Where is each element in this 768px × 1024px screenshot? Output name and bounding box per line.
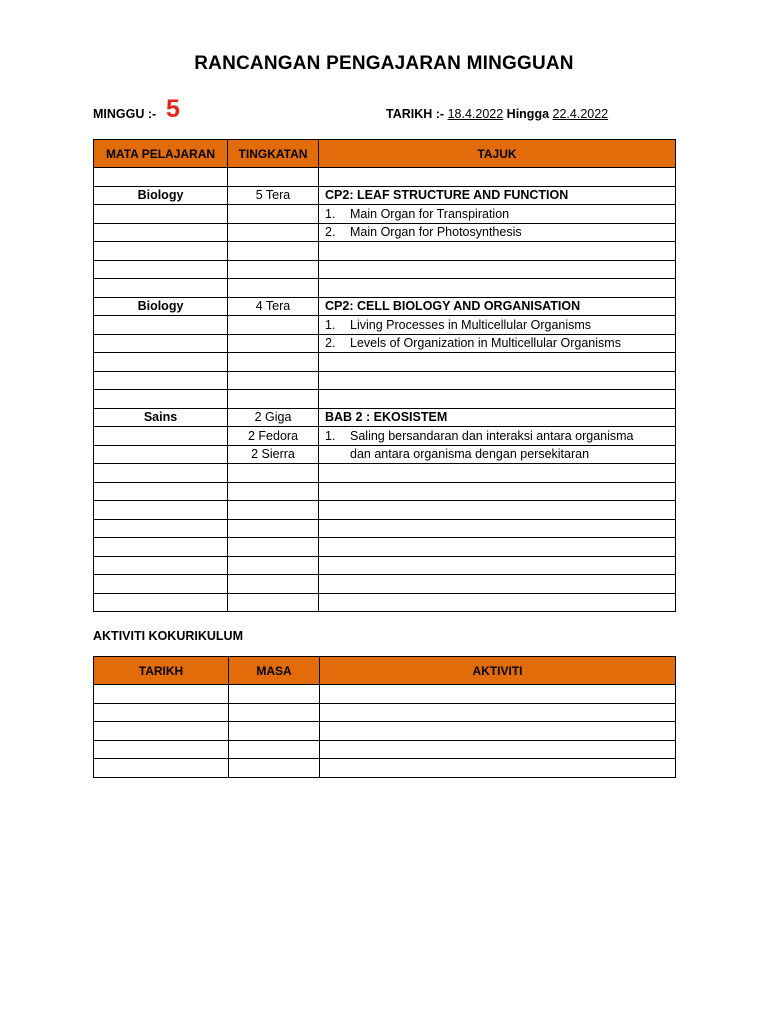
subject-cell — [94, 538, 228, 557]
date-connector: Hingga — [506, 107, 550, 121]
topic-cell — [319, 482, 676, 501]
form-cell — [228, 390, 319, 409]
table-row — [94, 501, 676, 520]
table-header-row — [94, 657, 676, 685]
table-row — [94, 297, 676, 316]
subject-cell — [94, 316, 228, 335]
table-row — [94, 186, 676, 205]
form-cell: 4 Tera — [228, 297, 319, 316]
table-row — [94, 334, 676, 353]
topic-cell — [319, 408, 676, 427]
topic-cell — [319, 353, 676, 372]
subject-cell — [94, 390, 228, 409]
tarikh-cell — [94, 740, 229, 759]
topic-cell — [319, 575, 676, 594]
subject-cell — [94, 279, 228, 298]
topic-cell — [319, 242, 676, 261]
aktiviti-cell — [320, 740, 676, 759]
header-topic: TAJUK — [319, 140, 676, 168]
topic-cell — [319, 168, 676, 187]
form-cell — [228, 519, 319, 538]
masa-cell — [229, 722, 320, 741]
topic-cell — [319, 501, 676, 520]
subject-cell: Sains — [94, 408, 228, 427]
form-cell — [228, 501, 319, 520]
subject-cell — [94, 593, 228, 612]
form-cell — [228, 205, 319, 224]
header-activity: AKTIVITI — [320, 657, 676, 685]
topic-cell — [319, 316, 676, 335]
header-date: TARIKH — [94, 657, 229, 685]
masa-cell — [229, 759, 320, 778]
cocurricular-table — [93, 656, 676, 778]
table-row — [94, 371, 676, 390]
table-row — [94, 205, 676, 224]
table-row — [94, 445, 676, 464]
aktiviti-cell — [320, 759, 676, 778]
subject-cell — [94, 575, 228, 594]
form-cell — [228, 575, 319, 594]
topic-cell — [319, 371, 676, 390]
table-row — [94, 759, 676, 778]
topic-cell — [319, 464, 676, 483]
subject-cell — [94, 501, 228, 520]
table-row — [94, 722, 676, 741]
subject-cell — [94, 205, 228, 224]
table-row — [94, 242, 676, 261]
form-cell — [228, 242, 319, 261]
topic-cell — [319, 186, 676, 205]
masa-cell — [229, 685, 320, 704]
table-row — [94, 519, 676, 538]
table-row — [94, 408, 676, 427]
form-cell — [228, 223, 319, 242]
form-cell — [228, 260, 319, 279]
table-row — [94, 575, 676, 594]
topic-text: Main Organ for Transpiration — [350, 206, 510, 221]
subject-cell — [94, 519, 228, 538]
form-cell — [228, 279, 319, 298]
item-number: 1. — [325, 428, 336, 443]
aktiviti-cell — [320, 685, 676, 704]
subject-cell — [94, 482, 228, 501]
form-cell — [228, 334, 319, 353]
topic-text: BAB 2 : EKOSISTEM — [325, 410, 448, 425]
topic-text: dan antara organisma dengan persekitaran — [350, 447, 590, 462]
tarikh-cell — [94, 685, 229, 704]
table-header-row — [94, 140, 676, 168]
subject-cell: Biology — [94, 186, 228, 205]
subject-cell — [94, 353, 228, 372]
end-date: 22.4.2022 — [552, 107, 609, 121]
topic-text: Levels of Organization in Multicellular Organisms — [350, 336, 621, 351]
table-row — [94, 316, 676, 335]
week-number: 5 — [166, 95, 180, 123]
table-row — [94, 279, 676, 298]
topic-cell — [319, 297, 676, 316]
topic-text: Living Processes in Multicellular Organisms — [350, 317, 592, 332]
topic-cell — [319, 519, 676, 538]
table-row — [94, 390, 676, 409]
subject-cell — [94, 464, 228, 483]
subject-cell — [94, 260, 228, 279]
cocurricular-heading: AKTIVITI KOKURIKULUM — [93, 629, 243, 643]
item-number: 1. — [325, 206, 336, 221]
table-row — [94, 353, 676, 372]
topic-cell — [319, 390, 676, 409]
table-row — [94, 223, 676, 242]
subject-cell — [94, 334, 228, 353]
subject-cell — [94, 445, 228, 464]
subject-cell: Biology — [94, 297, 228, 316]
topic-cell — [319, 538, 676, 557]
subject-cell — [94, 223, 228, 242]
header-subject: MATA PELAJARAN — [94, 140, 228, 168]
item-number: 1. — [325, 317, 336, 332]
form-cell — [228, 538, 319, 557]
form-cell: 5 Tera — [228, 186, 319, 205]
form-cell — [228, 482, 319, 501]
topic-text: Saling bersandaran dan interaksi antara organisma — [350, 428, 634, 443]
table-row — [94, 168, 676, 187]
form-cell — [228, 316, 319, 335]
topic-text: Main Organ for Photosynthesis — [350, 225, 522, 240]
topic-cell — [319, 279, 676, 298]
page-title: RANCANGAN PENGAJARAN MINGGUAN — [194, 53, 574, 74]
form-cell: 2 Giga — [228, 408, 319, 427]
subject-cell — [94, 556, 228, 575]
date-label: TARIKH :- — [386, 107, 445, 121]
table-row — [94, 482, 676, 501]
table-row — [94, 556, 676, 575]
form-cell: 2 Fedora — [228, 427, 319, 446]
table-row — [94, 464, 676, 483]
header-time: MASA — [229, 657, 320, 685]
start-date: 18.4.2022 — [447, 107, 504, 121]
table-row — [94, 538, 676, 557]
form-cell — [228, 168, 319, 187]
item-number: 2. — [325, 336, 336, 351]
topic-cell — [319, 223, 676, 242]
topic-cell — [319, 556, 676, 575]
aktiviti-cell — [320, 722, 676, 741]
tarikh-cell — [94, 759, 229, 778]
masa-cell — [229, 703, 320, 722]
subject-cell — [94, 427, 228, 446]
date-range — [386, 107, 608, 121]
topic-cell — [319, 427, 676, 446]
table-row — [94, 685, 676, 704]
topic-text: CP2: CELL BIOLOGY AND ORGANISATION — [325, 299, 581, 314]
subject-cell — [94, 242, 228, 261]
tarikh-cell — [94, 703, 229, 722]
table-row — [94, 427, 676, 446]
table-row — [94, 740, 676, 759]
topic-cell — [319, 260, 676, 279]
form-cell — [228, 371, 319, 390]
table-row — [94, 703, 676, 722]
tarikh-cell — [94, 722, 229, 741]
table-row — [94, 260, 676, 279]
form-cell: 2 Sierra — [228, 445, 319, 464]
topic-cell — [319, 445, 676, 464]
weekly-plan-table — [93, 139, 676, 612]
week-label: MINGGU :- — [93, 107, 157, 121]
header-form: TINGKATAN — [228, 140, 319, 168]
topic-cell — [319, 593, 676, 612]
item-number: 2. — [325, 225, 336, 240]
aktiviti-cell — [320, 703, 676, 722]
masa-cell — [229, 740, 320, 759]
form-cell — [228, 353, 319, 372]
table-row — [94, 593, 676, 612]
subject-cell — [94, 371, 228, 390]
topic-text: CP2: LEAF STRUCTURE AND FUNCTION — [325, 188, 569, 203]
form-cell — [228, 593, 319, 612]
subject-cell — [94, 168, 228, 187]
topic-cell — [319, 334, 676, 353]
topic-cell — [319, 205, 676, 224]
form-cell — [228, 464, 319, 483]
form-cell — [228, 556, 319, 575]
